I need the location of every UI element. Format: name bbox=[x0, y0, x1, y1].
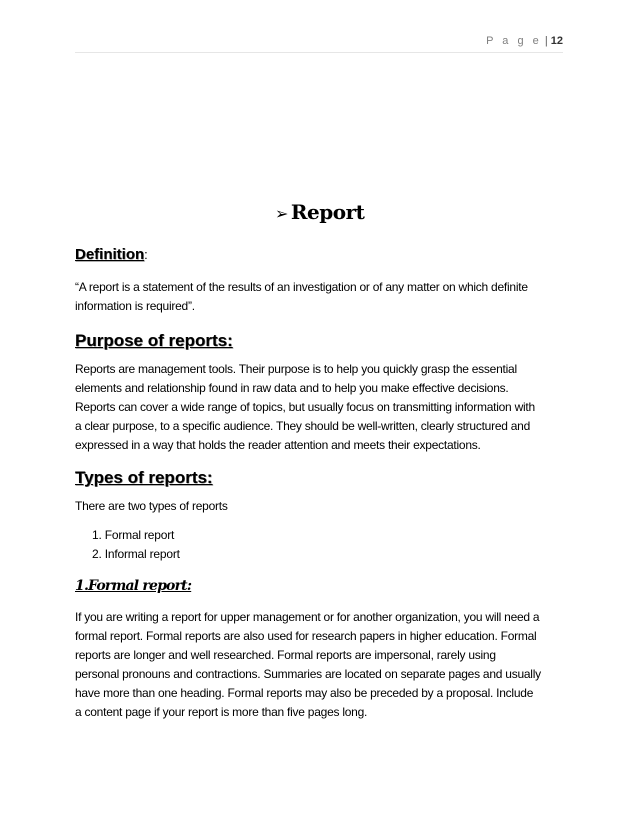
types-intro: There are two types of reports bbox=[75, 499, 228, 513]
formal-line: a content page if your report is more than five pages long. bbox=[75, 705, 368, 719]
page-title bbox=[275, 200, 364, 224]
types-section bbox=[75, 468, 565, 564]
page-number: 12 bbox=[550, 35, 563, 47]
purpose-line: expressed in a way that holds the reader attention and meets their expectations. bbox=[75, 438, 481, 452]
formal-line: reports are longer and well researched. Formal reports are impersonal, rarely using bbox=[75, 648, 496, 662]
purpose-line: elements and relationship found in raw data and to help you make effective decisions. bbox=[75, 381, 509, 395]
types-list bbox=[75, 526, 565, 564]
page-title-text: Report bbox=[290, 200, 365, 224]
formal-line: If you are writing a report for upper management or for another organization, you will need a bbox=[75, 610, 540, 624]
page-label: P a g e bbox=[486, 35, 542, 47]
page-separator: | bbox=[544, 35, 548, 47]
purpose-section bbox=[75, 331, 565, 455]
formal-line: formal report. Formal reports are also used for research papers in higher education. Formal bbox=[75, 629, 537, 643]
purpose-line: Reports are management tools. Their purpose is to help you quickly grasp the essential bbox=[75, 362, 517, 376]
purpose-line: a clear purpose, to a specific audience. They should be well-written, clearly structured and bbox=[75, 419, 531, 433]
types-heading: Types of reports: bbox=[75, 468, 213, 487]
list-item: 2. Informal report bbox=[92, 547, 180, 561]
definition-line: information is required”. bbox=[75, 299, 195, 313]
purpose-heading: Purpose of reports: bbox=[75, 331, 233, 350]
formal-heading: 1.Formal report: bbox=[75, 578, 192, 594]
formal-line: have more than one heading. Formal reports may also be preceded by a proposal. Include bbox=[75, 686, 534, 700]
page-header bbox=[486, 35, 563, 47]
purpose-line: Reports can cover a wide range of topics, but usually focus on transmitting information with bbox=[75, 400, 535, 414]
formal-line: personal pronouns and contractions. Summaries are located on separate pages and usually bbox=[75, 667, 541, 681]
arrow-bullet-icon: ➢ bbox=[275, 204, 288, 223]
formal-section bbox=[75, 578, 565, 722]
definition-line: “A report is a statement of the results of an investigation or of any matter on which definite bbox=[75, 280, 528, 294]
header-rule bbox=[75, 52, 563, 53]
definition-colon: : bbox=[144, 247, 148, 262]
definition-section bbox=[75, 246, 565, 316]
definition-heading: Definition bbox=[75, 246, 145, 263]
list-item: 1. Formal report bbox=[92, 528, 175, 542]
